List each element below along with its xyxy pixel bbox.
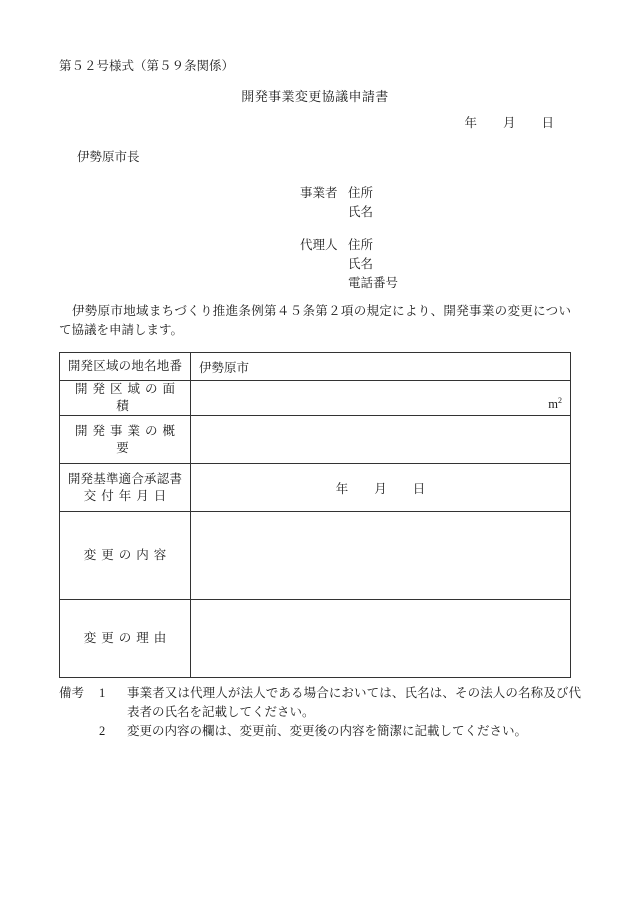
table-row	[60, 416, 571, 464]
document-title: 開発事業変更協議申請書	[241, 89, 389, 104]
applicant-role-label: 事業者	[300, 186, 338, 200]
area-unit-label: $m^2$	[548, 395, 562, 411]
table-row	[60, 512, 571, 600]
applicant-address-label: 住所	[348, 186, 374, 200]
agent-role-label: 代理人	[300, 238, 338, 252]
row-label-change-reason: 変更の理由	[60, 600, 191, 678]
row-label-approval-date: 開発基準適合承認書 交付年月日	[60, 464, 191, 512]
row-value-outline[interactable]	[191, 416, 571, 464]
row-value-area[interactable]	[191, 381, 571, 416]
row-label-location: 開発区域の地名地番	[60, 353, 191, 381]
remark-item	[59, 722, 581, 741]
agent-address-label: 住所	[348, 238, 374, 252]
table-row	[60, 464, 571, 512]
row-value-change-content[interactable]	[191, 512, 571, 600]
addressee: 伊勢原市長	[77, 150, 140, 164]
row-value-approval-date[interactable]	[191, 464, 571, 512]
applicant-name-label: 氏名	[348, 205, 374, 219]
table-row	[60, 381, 571, 416]
applicant-block	[300, 184, 373, 222]
row-label-outline: 開発事業の概要	[60, 416, 191, 464]
table-row	[60, 600, 571, 678]
table-row	[60, 353, 571, 381]
body-paragraph: 伊勢原市地域まちづくり推進条例第４５条第２項の規定により、開発事業の変更について協議を申請します。	[59, 304, 571, 337]
remark-item	[59, 684, 581, 722]
header-date-day: 日	[541, 116, 554, 130]
form-number: 第５２号様式（第５９条関係）	[59, 59, 235, 73]
agent-block	[300, 236, 398, 293]
agent-fields	[348, 236, 398, 293]
approval-date-month: 月	[374, 481, 387, 496]
row-value-change-reason[interactable]	[191, 600, 571, 678]
remarks-section	[59, 684, 581, 741]
remarks-heading: 備考	[59, 686, 85, 700]
header-date-year: 年	[464, 116, 477, 130]
agent-phone-label: 電話番号	[348, 276, 399, 290]
header-date-month: 月	[502, 116, 516, 130]
approval-date-year: 年	[335, 481, 349, 496]
agent-name-label: 氏名	[348, 257, 374, 271]
applicant-fields	[348, 184, 373, 222]
remark-number: 1	[99, 686, 106, 700]
remark-number: 2	[99, 724, 106, 738]
application-form-table	[59, 352, 571, 678]
row-label-change-content: 変更の内容	[60, 512, 191, 600]
remark-text: 事業者又は代理人が法人である場合においては、氏名は、その法人の名称及び代表者の氏名を記載してください。	[127, 686, 581, 719]
remark-text: 変更の内容の欄は、変更前、変更後の内容を簡潔に記載してください。	[127, 724, 528, 738]
row-value-location[interactable]: 伊勢原市	[191, 353, 571, 381]
header-date-line	[0, 117, 630, 130]
approval-date-day: 日	[412, 481, 426, 496]
row-label-area: 開発区域の面積	[60, 381, 191, 416]
